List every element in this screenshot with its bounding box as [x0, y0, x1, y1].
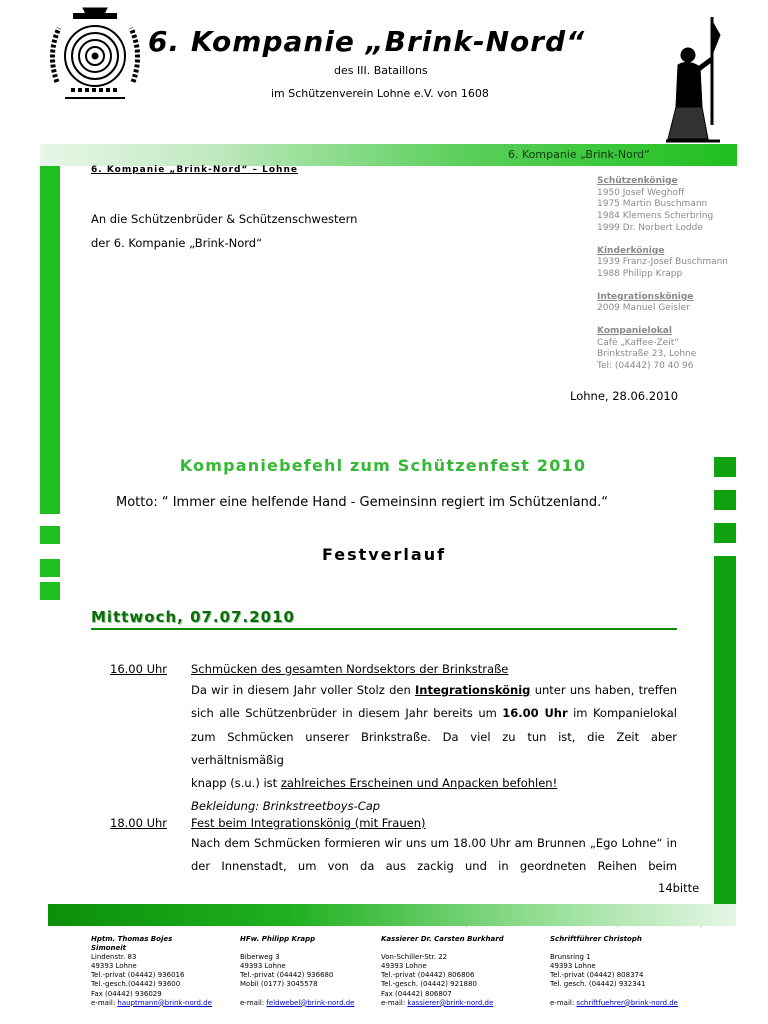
contact-line: Fax (04442) 936029 — [91, 989, 162, 998]
left-green-square — [40, 526, 60, 544]
event-title: Fest beim Integrationskönig (mit Frauen) — [191, 816, 426, 830]
right-green-bar — [714, 556, 736, 904]
right-green-square — [714, 490, 736, 510]
header-band-label: 6. Kompanie „Brink-Nord“ — [508, 148, 650, 161]
email-link[interactable]: feldwebel@brink-nord.de — [266, 998, 355, 1007]
integ-heading: Integrationskönige — [597, 291, 694, 302]
footer-contact — [240, 935, 354, 1008]
event-text: im Kompanielokal — [567, 706, 677, 721]
kinder-heading: Kinderkönige — [597, 245, 665, 256]
recipient-line-2: der 6. Kompanie „Brink-Nord“ — [91, 236, 263, 250]
email-label: e-mail: — [91, 998, 118, 1007]
day-heading: Mittwoch, 07.07.2010 — [91, 608, 295, 626]
contact-name-2: Simoneit — [91, 944, 127, 953]
event-line — [191, 702, 677, 725]
email-link[interactable]: hauptmann@brink-nord.de — [117, 998, 212, 1007]
event-text-emph: Integrationskönig — [415, 683, 531, 697]
club-subtitle: im Schützenverein Lohne e.V. von 1608 — [271, 87, 489, 100]
contact-line: Fax (04442) 806807 — [381, 989, 452, 998]
contact-name: Kassierer Dr. Carsten Burkhard — [381, 935, 504, 943]
contact-email — [550, 999, 678, 1008]
contact-line: Brunsring 1 — [550, 953, 591, 962]
contact-name: Schriftführer Christoph — [550, 935, 642, 943]
contact-line: Tel.-privat (04442) 936016 — [91, 971, 185, 980]
email-label: e-mail: — [550, 998, 577, 1007]
sender-line: 6. Kompanie „Brink-Nord“ – Lohne — [91, 165, 298, 175]
letter-date: Lohne, 28.06.2010 — [570, 389, 679, 403]
event-line: Bekleidung: Brinkstreetboys-Cap — [191, 799, 381, 814]
event-line — [191, 679, 677, 702]
event-body — [191, 832, 677, 879]
order-title — [0, 456, 768, 475]
contact-line: Tel.-gesch.(04442) 93600 — [91, 980, 181, 989]
motto: Motto: “ Immer eine helfende Hand - Gemeinsinn regiert im Schützenland.“ — [116, 495, 609, 510]
list-item: 1984 Klemens Scherbring — [597, 211, 714, 222]
contact-line: Von-Schiller-Str. 22 — [381, 953, 448, 962]
contact-spacer — [550, 944, 678, 953]
list-item: 1939 Franz-Josef Buschmann — [597, 257, 729, 268]
event-text: Da wir in diesem Jahr voller Stolz den — [191, 683, 416, 697]
footer-contact — [550, 935, 678, 1008]
contact-line: Tel.-privat (04442) 806806 — [381, 971, 475, 980]
contact-line: Lindenstr. 83 — [91, 953, 137, 962]
left-green-square — [40, 582, 60, 600]
email-label: e-mail: — [381, 998, 408, 1007]
contact-line: Tel.-privat (04442) 936680 — [240, 971, 334, 980]
contact-email — [240, 999, 354, 1008]
contact-spacer — [240, 990, 354, 999]
contact-line: Tel. gesch. (04442) 932341 — [550, 980, 646, 989]
contact-line: 49393 Lohne — [550, 962, 596, 971]
list-item: Tel: (04442) 70 40 96 — [597, 361, 694, 372]
contact-name: Hptm. Thomas Bojes — [91, 935, 173, 943]
day-rule-divider — [91, 628, 677, 630]
email-link[interactable]: schriftfuehrer@brink-nord.de — [576, 998, 678, 1007]
lokal-heading: Kompanielokal — [597, 326, 672, 337]
email-link[interactable]: kassierer@brink-nord.de — [407, 998, 494, 1007]
contact-spacer — [381, 944, 504, 953]
side-column — [597, 176, 729, 384]
event-body — [191, 679, 677, 819]
contact-spacer — [240, 944, 354, 953]
fest-title-text: Festverlauf — [321, 545, 447, 564]
list-item: 1975 Martin Buschmann — [597, 199, 708, 210]
recipient-line-1: An die Schützenbrüder & Schützenschwestern — [91, 212, 358, 226]
event-line: zum Schmücken unserer Brinkstraße. Da viel zu tun ist, die Zeit aber verhältnismäßig — [191, 729, 677, 767]
contact-line: Mobil (0177) 3045578 — [240, 980, 318, 989]
event-line: der Innenstadt, um von da aus zackig und in geordneten Reihen beim — [191, 859, 677, 874]
contact-email — [381, 999, 504, 1008]
footer-contact — [91, 935, 212, 1008]
footer-contact — [381, 935, 504, 1008]
list-item: Café „Kaffee-Zeit“ — [597, 337, 679, 348]
event-time: 16.00 Uhr — [110, 662, 168, 676]
event-text: sich alle Schützenbrüder in diesem Jahr bereits um — [191, 706, 503, 721]
page-note: 14bitte — [658, 881, 700, 895]
contact-email — [91, 999, 212, 1008]
event-line — [191, 772, 677, 795]
fest-title — [0, 545, 768, 564]
list-item: 2009 Manuel Geisler — [597, 303, 690, 314]
battalion-subtitle: des III. Bataillons — [334, 64, 428, 77]
contact-line: Biberweg 3 — [240, 953, 280, 962]
order-title-text: Kompaniebefehl zum Schützenfest 2010 — [179, 456, 587, 475]
contact-line: Tel.-gesch. (04442) 921880 — [381, 980, 477, 989]
event-title: Schmücken des gesamten Nordsektors der Brinkstraße — [191, 662, 509, 676]
list-item: Brinkstraße 23, Lohne — [597, 349, 697, 360]
list-item: 1988 Philipp Krapp — [597, 268, 683, 279]
right-green-square — [714, 523, 736, 543]
event-text-emph: 16.00 Uhr — [502, 706, 568, 721]
contact-line: 49393 Lohne — [381, 962, 427, 971]
company-crest-logo — [43, 4, 147, 100]
event-text: knapp (s.u.) ist — [191, 776, 281, 791]
flag-bearer-figure — [662, 15, 724, 143]
list-item: 1950 Josef Weghoff — [597, 187, 685, 198]
contact-line: 49393 Lohne — [240, 962, 286, 971]
company-title: 6. Kompanie „Brink-Nord“ — [148, 25, 586, 58]
event-text-emph: zahlreiches Erscheinen und Anpacken befohlen! — [280, 776, 558, 791]
koenige-heading: Schützenkönige — [597, 176, 678, 186]
contact-line: Tel.-privat (04442) 808374 — [550, 971, 644, 980]
email-label: e-mail: — [240, 998, 267, 1007]
contact-name: HFw. Philipp Krapp — [240, 935, 316, 943]
event-line: Nach dem Schmücken formieren wir uns um 18.00 Uhr am Brunnen „Ego Lohne“ in — [191, 836, 677, 850]
footer-green-band — [48, 904, 736, 926]
event-time: 18.00 Uhr — [110, 816, 168, 830]
list-item: 1999 Dr. Norbert Lodde — [597, 222, 703, 233]
contact-line: 49393 Lohne — [91, 962, 137, 971]
contact-spacer — [550, 990, 678, 999]
event-text: unter uns haben, treffen — [530, 683, 677, 697]
